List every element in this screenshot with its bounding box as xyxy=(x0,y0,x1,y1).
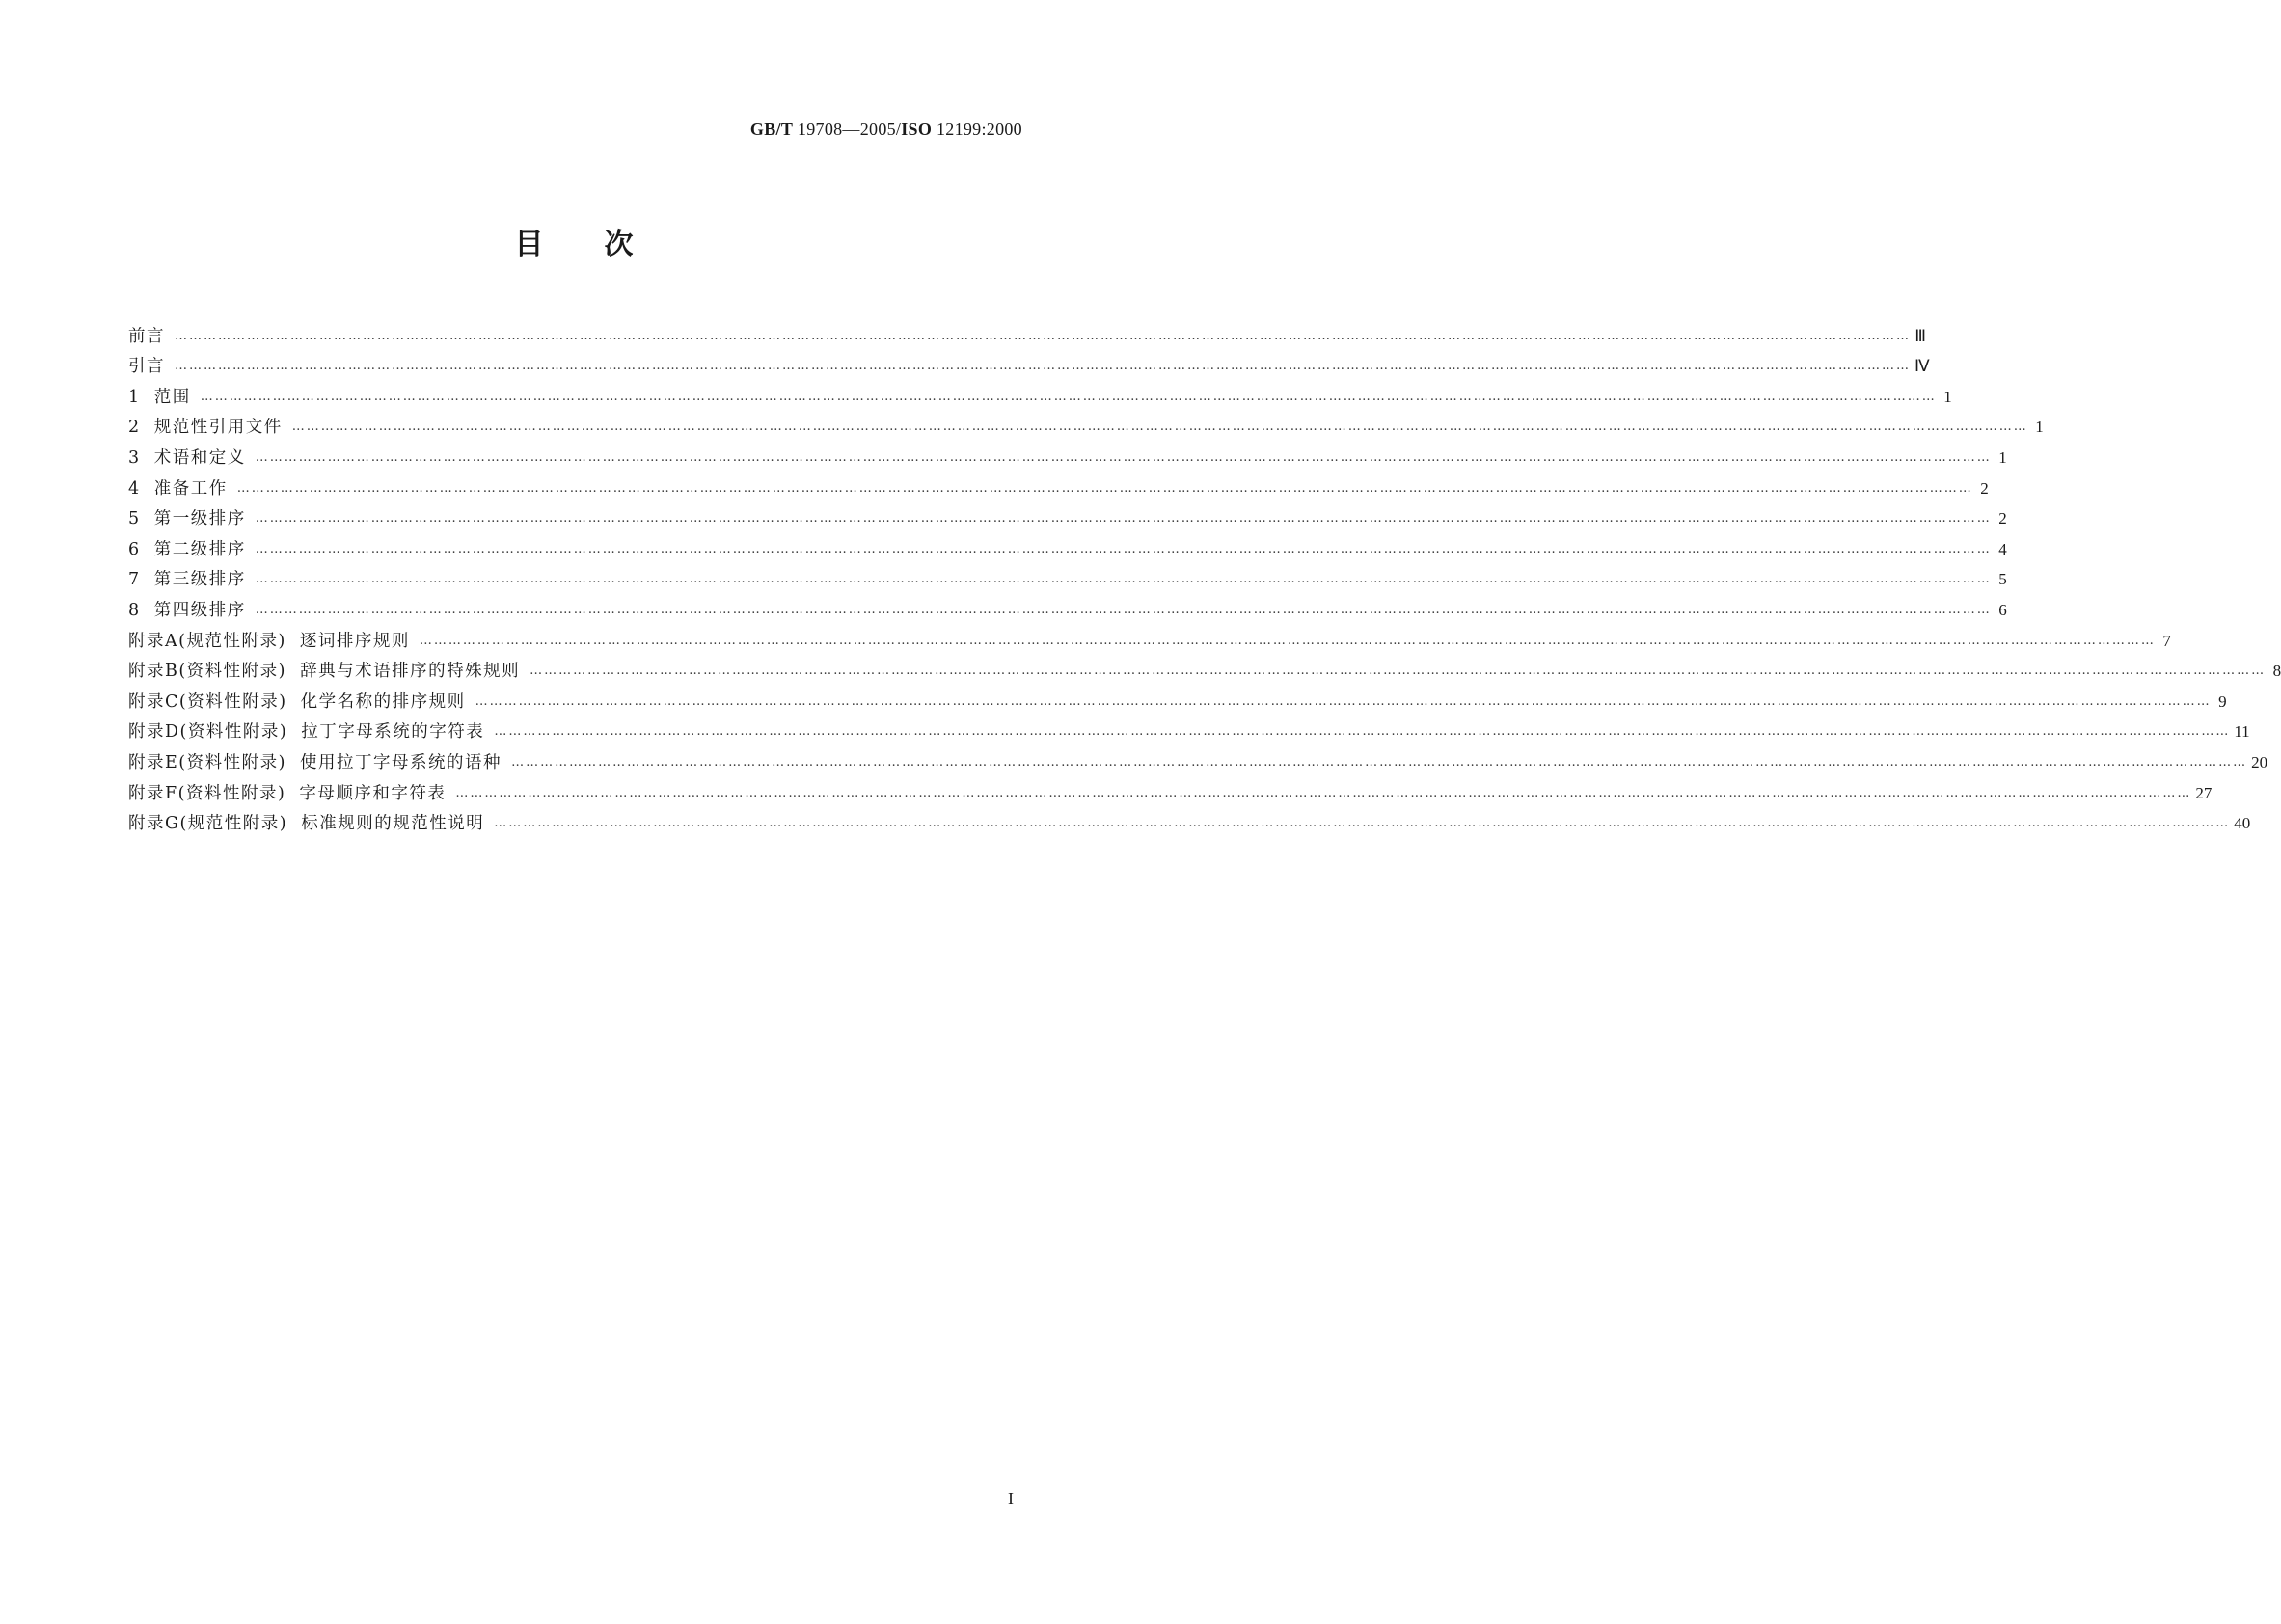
toc-entry-label: 附录B(资料性附录) 辞典与术语排序的特殊规则 xyxy=(128,662,521,682)
toc-leader-dots: ……………………………………………………………………………………………………………………………………………………………………………………………………………………………………………………………………………………………………………………………… xyxy=(291,420,2028,435)
toc-entry-page: 1 xyxy=(1998,447,2007,467)
toc-leader-dots: ……………………………………………………………………………………………………………………………………………………………………………………………………………………………………………………………………………………………………………………………… xyxy=(475,693,2212,709)
toc-entry-page: 11 xyxy=(2234,722,2250,742)
toc-entry-page: 4 xyxy=(1998,539,2007,558)
toc-entry-label: 6 第二级排序 xyxy=(128,539,246,559)
page-title-right: 次 xyxy=(604,228,635,261)
toc-entry[interactable] xyxy=(128,347,1930,378)
toc-entry-page: 2 xyxy=(1998,509,2007,528)
table-of-contents xyxy=(128,316,2281,834)
toc-leader-dots: ……………………………………………………………………………………………………………………………………………………………………………………………………………………………………………………………………………………………………………………………… xyxy=(494,724,2231,740)
toc-entry-page: Ⅲ xyxy=(1914,326,1926,345)
toc-entry-page: 1 xyxy=(2035,418,2044,437)
toc-leader-dots: ……………………………………………………………………………………………………………………………………………………………………………………………………………………………………………………………………………………………………………………………… xyxy=(419,633,2156,648)
standard-code-iso: ISO xyxy=(901,120,933,139)
toc-entry-label: 5 第一级排序 xyxy=(128,509,246,529)
toc-entry[interactable] xyxy=(128,469,1989,500)
standard-code-prefix: GB/T xyxy=(749,120,794,139)
toc-entry-label: 附录F(资料性附录) 字母顺序和字符表 xyxy=(128,783,447,803)
toc-leader-dots: ……………………………………………………………………………………………………………………………………………………………………………………………………………………………………………………………………………………………………………………………… xyxy=(175,359,1911,374)
toc-entry-label: 1 范围 xyxy=(128,387,191,407)
toc-leader-dots: ……………………………………………………………………………………………………………………………………………………………………………………………………………………………………………………………………………………………………………………………… xyxy=(236,480,1973,496)
toc-entry-label: 附录E(资料性附录) 使用拉丁字母系统的语种 xyxy=(128,752,502,772)
toc-entry-label: 3 术语和定义 xyxy=(128,447,246,468)
page-title xyxy=(0,220,1149,262)
toc-leader-dots: ……………………………………………………………………………………………………………………………………………………………………………………………………………………………………………………………………………………………………………………………… xyxy=(175,328,1911,343)
toc-entry-page: 1 xyxy=(1943,387,1952,406)
toc-entry-label: 附录G(规范性附录) 标准规则的规范性说明 xyxy=(128,814,485,834)
toc-entry[interactable] xyxy=(128,773,2213,804)
toc-entry-label: 附录A(规范性附录) 逐词排序规则 xyxy=(128,631,410,651)
toc-leader-dots: ……………………………………………………………………………………………………………………………………………………………………………………………………………………………………………………………………………………………………………………………… xyxy=(511,754,2248,770)
toc-entry-page: 8 xyxy=(2272,662,2281,681)
toc-entry[interactable] xyxy=(128,500,2007,530)
toc-entry[interactable] xyxy=(128,713,2250,744)
toc-leader-dots: ……………………………………………………………………………………………………………………………………………………………………………………………………………………………………………………………………………………………………………………………… xyxy=(255,572,1992,587)
toc-entry[interactable] xyxy=(128,529,2007,560)
toc-entry-page: 27 xyxy=(2195,783,2213,802)
page-number: I xyxy=(1008,1489,1014,1508)
toc-entry-label: 附录C(资料性附录) 化学名称的排序规则 xyxy=(128,691,466,712)
toc-entry[interactable] xyxy=(128,621,2171,652)
toc-entry[interactable] xyxy=(128,377,1952,408)
toc-entry-label: 引言 xyxy=(128,357,165,377)
toc-entry-page: 7 xyxy=(2162,631,2171,650)
toc-leader-dots: ……………………………………………………………………………………………………………………………………………………………………………………………………………………………………………………………………………………………………………………………… xyxy=(494,816,2231,831)
toc-entry-page: 5 xyxy=(1998,570,2007,589)
toc-entry-label: 7 第三级排序 xyxy=(128,570,246,590)
toc-entry[interactable] xyxy=(128,804,2251,835)
toc-entry[interactable] xyxy=(128,743,2268,773)
toc-entry-label: 8 第四级排序 xyxy=(128,600,246,620)
toc-entry-page: Ⅳ xyxy=(1914,357,1930,376)
page-title-left: 目 xyxy=(514,228,545,261)
toc-entry-label: 4 准备工作 xyxy=(128,478,228,499)
standard-code xyxy=(750,120,1022,140)
toc-leader-dots: ……………………………………………………………………………………………………………………………………………………………………………………………………………………………………………………………………………………………………………………………… xyxy=(255,511,1992,527)
toc-entry-label: 前言 xyxy=(128,326,165,346)
toc-entry-page: 9 xyxy=(2218,691,2227,711)
toc-leader-dots: ……………………………………………………………………………………………………………………………………………………………………………………………………………………………………………………………………………………………………………………………… xyxy=(200,389,1937,404)
toc-entry-page: 6 xyxy=(1998,600,2007,619)
toc-leader-dots: ……………………………………………………………………………………………………………………………………………………………………………………………………………………………………………………………………………………………………………………………… xyxy=(530,663,2267,679)
toc-entry[interactable] xyxy=(128,682,2227,713)
toc-entry[interactable] xyxy=(128,408,2044,439)
toc-entry[interactable] xyxy=(128,316,1926,347)
toc-entry-label: 2 规范性引用文件 xyxy=(128,418,283,438)
toc-entry[interactable] xyxy=(128,652,2281,683)
toc-entry[interactable] xyxy=(128,590,2007,621)
toc-leader-dots: ……………………………………………………………………………………………………………………………………………………………………………………………………………………………………………………………………………………………………………………………… xyxy=(255,449,1992,465)
toc-entry[interactable] xyxy=(128,560,2007,591)
toc-leader-dots: ……………………………………………………………………………………………………………………………………………………………………………………………………………………………………………………………………………………………………………………………… xyxy=(255,541,1992,556)
toc-entry[interactable] xyxy=(128,438,2007,469)
standard-code-number: 19708—2005/ xyxy=(797,120,902,139)
toc-entry-page: 2 xyxy=(1980,478,1989,498)
toc-entry-label: 附录D(资料性附录) 拉丁字母系统的字符表 xyxy=(128,722,485,743)
standard-code-iso-number: 12199:2000 xyxy=(936,120,1022,139)
toc-leader-dots: ……………………………………………………………………………………………………………………………………………………………………………………………………………………………………………………………………………………………………………………………… xyxy=(455,785,2192,800)
toc-entry-page: 20 xyxy=(2251,752,2268,771)
toc-leader-dots: ……………………………………………………………………………………………………………………………………………………………………………………………………………………………………………………………………………………………………………………………… xyxy=(255,602,1992,617)
toc-entry-page: 40 xyxy=(2234,814,2251,833)
